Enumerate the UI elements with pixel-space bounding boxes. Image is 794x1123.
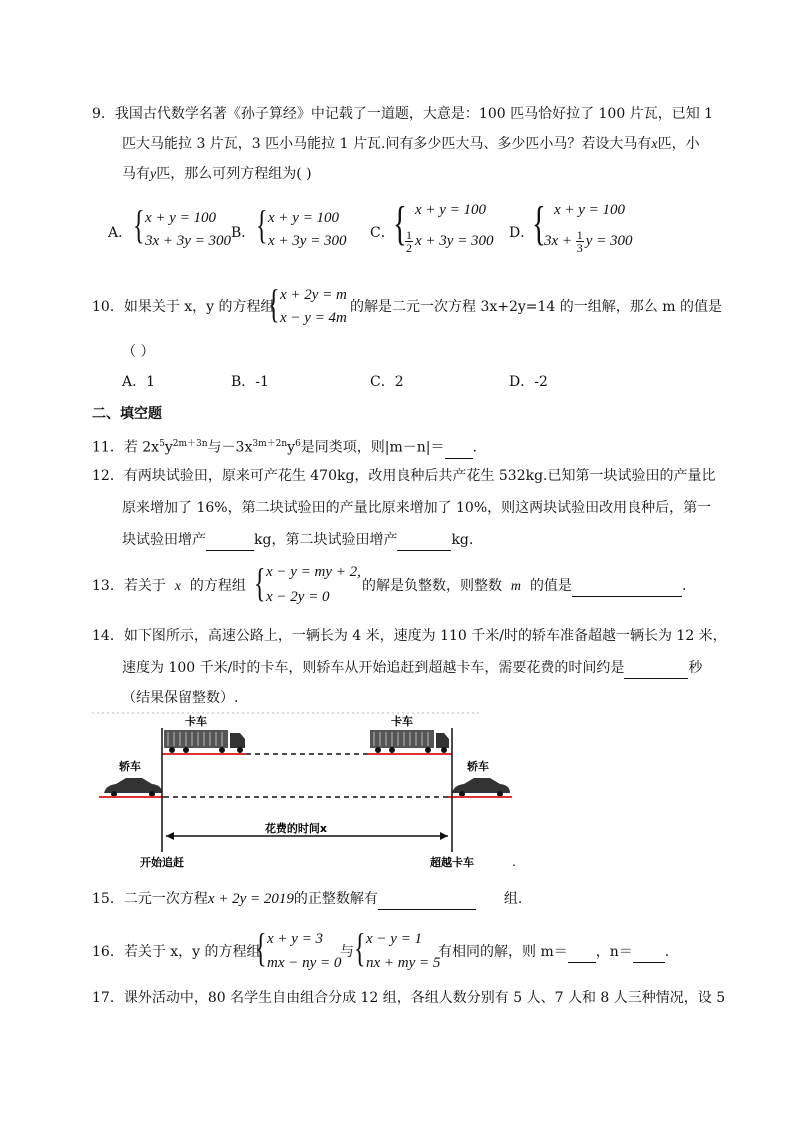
brace-icon: {	[268, 281, 280, 326]
q10-paren: （ ）	[122, 344, 155, 360]
fraction-denominator: 3	[576, 241, 583, 255]
q15-a: 15．二元一次方程	[92, 891, 208, 907]
q13-b: 的方程组	[189, 578, 246, 594]
q13-var: x	[174, 579, 181, 594]
q11-sup3: 3m＋2n	[252, 439, 288, 449]
q12-l3b: kg，第二块试验田增产	[254, 532, 398, 548]
figure-dot: .	[512, 855, 516, 869]
q11-sup4: 6	[295, 439, 301, 449]
q15-b: 的正整数解有	[293, 891, 378, 907]
option-d-eq2-b: y = 300	[585, 232, 633, 249]
q14-line1: 14．如下图所示，高速公路上，一辆长为 4 米，速度为 110 千米/时的轿车准备超越一辆长为 12 米，	[92, 628, 727, 644]
q10-prefix: 10．如果关于 x，y 的方程组	[92, 299, 275, 315]
q10-option-d: D．-2	[509, 374, 548, 390]
q11-sup1: 5	[159, 439, 165, 449]
answer-blank[interactable]	[568, 942, 596, 963]
brace-icon: {	[393, 197, 407, 250]
brace-icon: {	[256, 202, 268, 247]
q14-l2b: 秒	[688, 660, 703, 676]
q17-line1: 17．课外活动中，80 名学生自由组合分成 12 组，各组人数分别有 5 人、7 人和 8 人三种情况，设 5	[92, 990, 726, 1006]
q11-e: 是同类项，则|m－n|＝	[300, 439, 445, 456]
truck-label-2: 卡车	[391, 715, 413, 728]
q16-d: .	[664, 944, 670, 960]
answer-blank[interactable]	[378, 889, 476, 910]
q12-l3c: kg.	[451, 532, 474, 548]
time-label: 花费的时间x	[264, 822, 328, 835]
q14-line3: （结果保留整数）.	[122, 690, 239, 706]
option-d-eq2-a: 3x +	[544, 232, 573, 249]
end-label: 超越卡车	[430, 856, 474, 869]
q10-eq1: x + 2y = m	[280, 287, 347, 303]
q9-line2-end: 匹，小	[657, 136, 700, 152]
truck-label-1: 卡车	[185, 715, 207, 728]
q9-var-y: y	[150, 167, 157, 182]
q13-d: 的值是	[529, 578, 572, 594]
q10-option-a: A．1	[122, 374, 156, 390]
option-a-eq1: x + y = 100	[145, 210, 217, 226]
q15-eq: x + 2y = 2019	[207, 891, 294, 907]
q11-a: 11．若 2x	[92, 439, 160, 456]
q13-e: .	[681, 578, 687, 594]
q16-s1-eq1: x + y = 3	[267, 931, 324, 947]
q12-l3a: 块试验田增产	[122, 532, 206, 548]
fraction-numerator: 1	[576, 228, 583, 242]
option-c-label: C．	[370, 225, 395, 241]
brace-icon: {	[133, 202, 145, 247]
q13-a: 13．若关于	[92, 578, 166, 594]
q16-mid: 与	[340, 944, 354, 960]
q11-sup2: 2m＋3n	[172, 439, 208, 449]
q16-s2-eq1: x − y = 1	[366, 931, 423, 947]
q16-prefix: 16．若关于 x，y 的方程组	[92, 944, 261, 960]
start-label: 开始追赶	[140, 856, 184, 869]
q11-b: y	[164, 439, 173, 456]
q10-option-c: C．2	[370, 374, 404, 390]
q14-l2a: 速度为 100 千米/时的卡车，则轿车从开始追赶到超越卡车，需要花费的时间约是	[122, 660, 625, 676]
q13-eq2: x − 2y = 0	[266, 589, 330, 605]
truck-icon	[164, 730, 245, 753]
option-d-label: D．	[509, 225, 535, 241]
q9-line3-b: 匹，那么可列方程组为( )	[156, 166, 312, 182]
car-icon	[104, 778, 162, 797]
option-a-label: A．	[108, 225, 133, 241]
brace-icon: {	[532, 197, 546, 250]
section-heading: 二、填空题	[92, 406, 162, 422]
q13-var2: m	[510, 579, 522, 594]
q11-f: .	[472, 439, 477, 456]
option-b-label: B．	[231, 225, 256, 241]
q10-eq2: x − y = 4m	[280, 310, 347, 326]
q16-c: ，n＝	[595, 944, 633, 960]
option-c-eq1: x + y = 100	[415, 202, 487, 218]
brace-icon: {	[255, 925, 267, 970]
q12-line1: 12．有两块试验田，原来可产花生 470kg，改用良种后共产花生 532kg.已知第一块试验田的产量比	[92, 468, 716, 484]
fraction-denominator: 2	[406, 241, 412, 255]
answer-blank[interactable]	[633, 942, 665, 963]
q11-c: 与－3x	[207, 439, 253, 456]
q16-suffix	[438, 942, 669, 963]
q16-s1-eq2: mx − ny = 0	[267, 955, 342, 971]
q16-s2-eq2: nx + my = 5	[366, 955, 441, 971]
q10-option-b: B．-1	[231, 374, 269, 390]
q13-c: 的解是负整数，则整数	[362, 578, 502, 594]
q9-line1: 9．我国古代数学名著《孙子算经》中记载了一道题，大意是：100 匹马恰好拉了 100 片瓦，已知 1	[92, 106, 714, 122]
q9-var-x: x	[651, 137, 658, 152]
q16-b: 有相同的解，则 m＝	[438, 944, 568, 960]
q9-line2-text: 匹大马能拉 3 片瓦，3 匹小马能拉 1 片瓦.问有多少匹大马、多少匹小马？若设大马有	[122, 136, 652, 152]
option-b-eq2: x + 3y = 300	[268, 233, 347, 249]
brace-icon: {	[354, 925, 366, 970]
brace-icon: {	[254, 560, 266, 605]
car-icon	[452, 778, 510, 797]
q15-c: 组.	[503, 891, 523, 907]
q15	[92, 889, 522, 910]
option-c-eq2-text: x + 3y = 300	[415, 232, 494, 249]
q10-suffix: 的解是二元一次方程 3x+2y=14 的一组解，那么 m 的值是	[350, 299, 722, 315]
truck-icon	[370, 730, 449, 753]
q9-line3-a: 马有	[122, 166, 150, 182]
car-label-2: 轿车	[467, 760, 489, 773]
car-label-1: 轿车	[119, 760, 141, 773]
fraction-numerator: 1	[406, 228, 412, 242]
q13-eq1: x − y = my + 2,	[266, 564, 361, 580]
q12-line2: 原来增加了 16%，第二块试验田的产量比原来增加了 10%，则这两块试验田改用良种后，第一	[122, 500, 712, 516]
option-b-eq1: x + y = 100	[268, 210, 340, 226]
option-a-eq2: 3x + 3y = 300	[145, 233, 232, 249]
option-d-eq1: x + y = 100	[554, 202, 626, 218]
q11-d: y	[287, 439, 296, 456]
